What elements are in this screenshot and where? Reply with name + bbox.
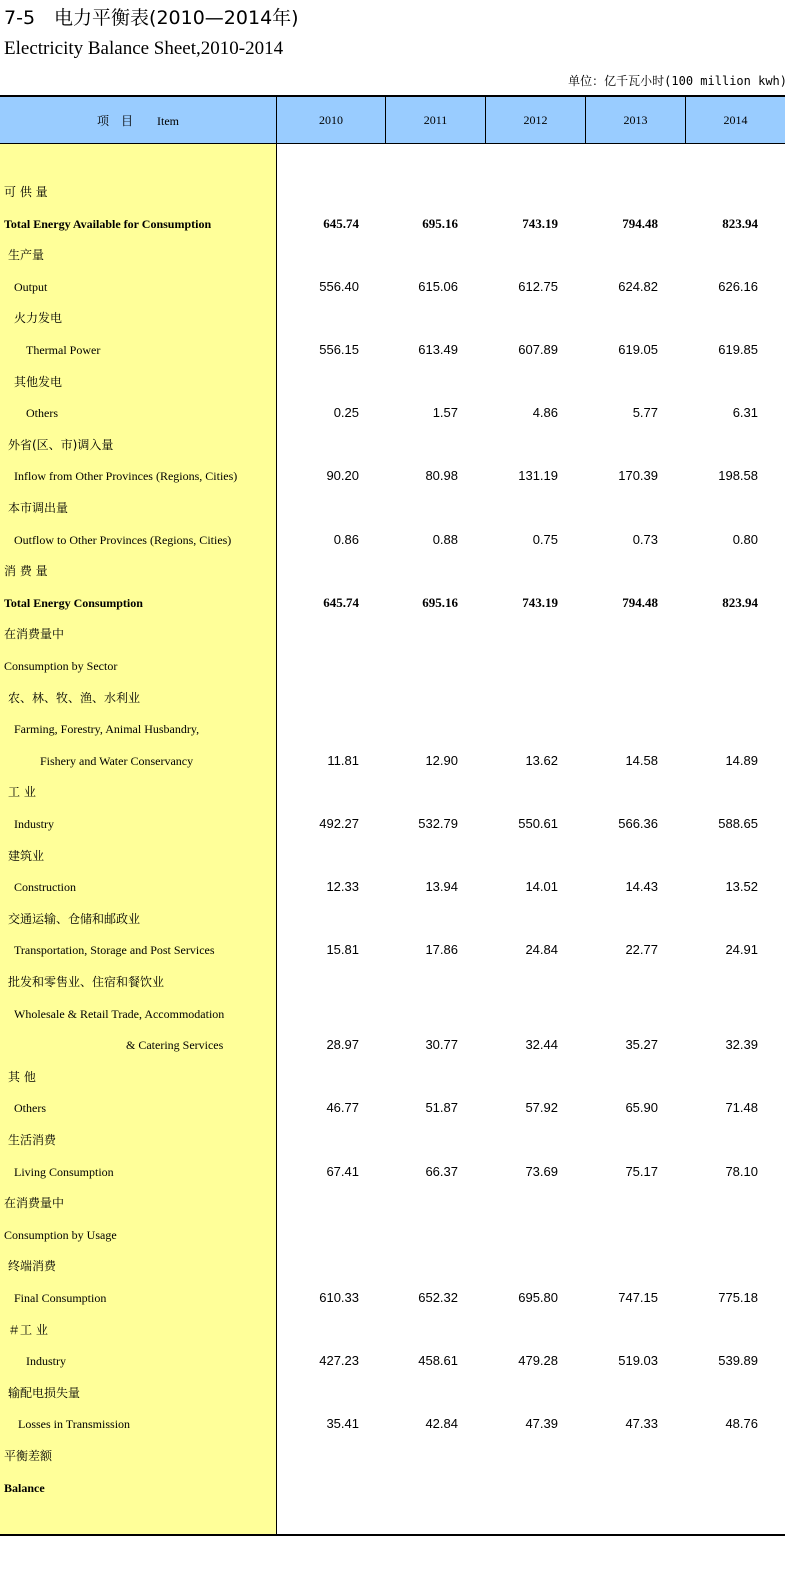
- cell-value-2013: 14.43: [625, 879, 658, 895]
- row-label: Thermal Power: [26, 343, 101, 357]
- cell-value-2012: 743.19: [522, 594, 558, 610]
- table-row: [0, 1446, 785, 1466]
- cell-value-2013: 619.05: [618, 342, 658, 357]
- cell-value-2013: 747.15: [618, 1290, 658, 1305]
- table-row: [0, 182, 785, 202]
- cell-value-2010: 67.41: [326, 1163, 359, 1179]
- table-header: [0, 95, 785, 144]
- row-label: & Catering Services: [126, 1038, 224, 1053]
- row-label: 其他发电: [14, 374, 63, 389]
- cell-value-2011: 30.77: [425, 1037, 458, 1053]
- cell-value-2014: 32.39: [725, 1037, 758, 1053]
- row-label: Consumption by Usage: [4, 1227, 117, 1242]
- cell-value-2010: 645.74: [323, 215, 359, 231]
- cell-value-2012: 32.44: [525, 1037, 558, 1053]
- table-row: [0, 940, 785, 960]
- cell-value-2010: 427.23: [319, 1353, 359, 1369]
- row-label: 其 他: [8, 1069, 36, 1084]
- header-year-2010: 2010: [276, 97, 385, 143]
- table-row: [0, 1414, 785, 1434]
- cell-value-2012: 131.19: [518, 468, 558, 484]
- cell-value-2010: 645.74: [323, 594, 359, 610]
- cell-value-2014: 823.94: [722, 594, 758, 610]
- row-label: Living Consumption: [14, 1164, 114, 1179]
- cell-value-2014: 24.91: [725, 942, 758, 958]
- row-label: 交通运输、仓储和邮政业: [8, 911, 141, 926]
- cell-value-2011: 13.94: [425, 879, 458, 895]
- header-year-2013: 2013: [585, 97, 685, 143]
- cell-value-2011: 615.06: [418, 278, 458, 294]
- cell-value-2011: 613.49: [418, 342, 458, 357]
- table-row: [0, 1288, 785, 1308]
- page-title-english: Electricity Balance Sheet,2010-2014: [4, 38, 284, 59]
- cell-value-2012: 14.01: [525, 879, 558, 895]
- row-label: 生产量: [8, 248, 45, 263]
- row-label: Farming, Forestry, Animal Husbandry,: [14, 722, 200, 737]
- row-label: 建筑业: [8, 848, 45, 863]
- table-row: [0, 624, 785, 644]
- cell-value-2012: 57.92: [525, 1100, 558, 1116]
- row-label: Balance: [4, 1480, 45, 1495]
- table-row: [0, 245, 785, 265]
- row-label: Industry: [26, 1354, 66, 1369]
- cell-value-2014: 13.52: [725, 879, 758, 895]
- cell-value-2013: 794.48: [622, 594, 658, 610]
- cell-value-2014: 198.58: [718, 468, 758, 484]
- table-row: [0, 1383, 785, 1403]
- cell-value-2014: 0.80: [732, 531, 758, 547]
- cell-value-2012: 73.69: [525, 1163, 558, 1179]
- row-label: Transportation, Storage and Post Services: [14, 943, 215, 958]
- cell-value-2011: 80.98: [425, 468, 458, 484]
- table-row: [0, 814, 785, 834]
- cell-value-2013: 35.27: [625, 1037, 658, 1053]
- table-row: [0, 214, 785, 234]
- cell-value-2011: 458.61: [418, 1353, 458, 1369]
- table-row: [0, 435, 785, 455]
- table-row: [0, 972, 785, 992]
- row-label: 消 费 量: [4, 564, 48, 579]
- table-bottom-rule: [0, 1534, 785, 1536]
- cell-value-2013: 47.33: [625, 1416, 658, 1432]
- table-row: [0, 1035, 785, 1055]
- table-row: [0, 719, 785, 739]
- table-row: [0, 1193, 785, 1213]
- cell-value-2011: 652.32: [418, 1290, 458, 1305]
- cell-value-2011: 42.84: [425, 1416, 458, 1432]
- row-label: Inflow from Other Provinces (Regions, Cities): [14, 469, 238, 484]
- table-row: [0, 530, 785, 550]
- cell-value-2013: 519.03: [618, 1353, 658, 1369]
- table-row: [0, 782, 785, 802]
- row-label: Losses in Transmission: [18, 1417, 131, 1432]
- row-label: Output: [14, 279, 48, 294]
- table-row: [0, 340, 785, 360]
- table-row: [0, 1320, 785, 1340]
- cell-value-2013: 794.48: [622, 215, 658, 231]
- cell-value-2010: 610.33: [319, 1290, 359, 1305]
- cell-value-2011: 17.86: [425, 942, 458, 958]
- cell-value-2012: 0.75: [532, 531, 558, 547]
- cell-value-2010: 12.33: [326, 879, 359, 895]
- cell-value-2011: 1.57: [432, 405, 458, 421]
- cell-value-2013: 65.90: [625, 1100, 658, 1116]
- table-row: [0, 1004, 785, 1024]
- cell-value-2011: 51.87: [425, 1100, 458, 1116]
- row-label: Total Energy Consumption: [4, 595, 143, 610]
- cell-value-2011: 695.16: [422, 215, 458, 231]
- cell-value-2014: 71.48: [725, 1100, 758, 1116]
- cell-value-2012: 13.62: [525, 752, 558, 768]
- cell-value-2013: 14.58: [625, 752, 658, 768]
- cell-value-2012: 24.84: [525, 942, 558, 958]
- cell-value-2010: 0.25: [333, 405, 359, 421]
- table-row: [0, 1067, 785, 1087]
- cell-value-2012: 550.61: [518, 816, 558, 831]
- cell-value-2014: 775.18: [718, 1290, 758, 1305]
- page-title-chinese: 7-5 电力平衡表(2010—2014年): [4, 7, 299, 29]
- cell-value-2012: 607.89: [518, 342, 558, 357]
- cell-value-2010: 35.41: [326, 1416, 359, 1432]
- table-row: [0, 1478, 785, 1498]
- row-label: 农、林、牧、渔、水利业: [8, 690, 141, 705]
- cell-value-2014: 588.65: [718, 816, 758, 831]
- cell-value-2010: 46.77: [326, 1100, 359, 1116]
- cell-value-2013: 0.73: [632, 531, 658, 547]
- row-label: 在消费量中: [4, 1196, 65, 1211]
- cell-value-2014: 619.85: [718, 342, 758, 357]
- table-row: [0, 877, 785, 897]
- row-label: 工 业: [8, 785, 36, 800]
- cell-value-2011: 532.79: [418, 816, 458, 831]
- table-row: [0, 403, 785, 423]
- table-row: [0, 688, 785, 708]
- row-label: Final Consumption: [14, 1291, 107, 1305]
- cell-value-2012: 695.80: [518, 1290, 558, 1305]
- table-row: [0, 1130, 785, 1150]
- header-item: 项 目 Item: [97, 113, 179, 128]
- row-label: Others: [14, 1101, 46, 1116]
- row-label: 平衡差额: [4, 1449, 53, 1463]
- table-row: [0, 1162, 785, 1182]
- header-year-2014: 2014: [685, 97, 785, 143]
- row-label: 可 供 量: [4, 185, 48, 199]
- cell-value-2010: 492.27: [319, 816, 359, 831]
- cell-value-2012: 743.19: [522, 215, 558, 231]
- cell-value-2010: 28.97: [326, 1037, 359, 1053]
- cell-value-2014: 626.16: [718, 278, 758, 294]
- row-label: Wholesale & Retail Trade, Accommodation: [14, 1006, 225, 1021]
- table-row: [0, 277, 785, 297]
- row-label: ＃工 业: [8, 1322, 48, 1337]
- cell-value-2013: 75.17: [625, 1163, 658, 1179]
- row-label: 外省(区、市)调入量: [8, 437, 114, 452]
- row-label: 终端消费: [8, 1259, 57, 1274]
- cell-value-2014: 539.89: [718, 1353, 758, 1369]
- cell-value-2013: 22.77: [625, 942, 658, 958]
- cell-value-2011: 695.16: [422, 594, 458, 610]
- row-label: 本市调出量: [8, 501, 69, 515]
- table-row: [0, 1256, 785, 1276]
- table-row: [0, 561, 785, 581]
- cell-value-2014: 6.31: [732, 405, 758, 421]
- cell-value-2012: 47.39: [525, 1416, 558, 1432]
- row-label: Others: [26, 406, 58, 421]
- cell-value-2011: 12.90: [425, 752, 458, 768]
- cell-value-2013: 5.77: [632, 405, 658, 421]
- cell-value-2010: 0.86: [333, 531, 359, 547]
- table-row: [0, 656, 785, 676]
- row-label: 火力发电: [14, 311, 63, 326]
- table-row: [0, 593, 785, 613]
- cell-value-2012: 479.28: [518, 1353, 558, 1369]
- row-label: Consumption by Sector: [4, 659, 118, 673]
- row-label: 生活消费: [8, 1133, 57, 1147]
- cell-value-2010: 556.15: [319, 342, 359, 357]
- cell-value-2010: 556.40: [319, 278, 359, 294]
- table-row: [0, 372, 785, 392]
- table-row: [0, 308, 785, 328]
- table-row: [0, 466, 785, 486]
- cell-value-2014: 48.76: [725, 1416, 758, 1432]
- table-row: [0, 498, 785, 518]
- cell-value-2010: 11.81: [327, 752, 359, 768]
- table-row: [0, 846, 785, 866]
- table-row: [0, 1351, 785, 1371]
- row-label: Construction: [14, 880, 76, 895]
- cell-value-2012: 4.86: [532, 405, 558, 421]
- row-label: Industry: [14, 817, 54, 831]
- row-label: Fishery and Water Conservancy: [40, 753, 194, 768]
- table-row: [0, 909, 785, 929]
- cell-value-2014: 78.10: [725, 1163, 758, 1179]
- row-label: 在消费量中: [4, 627, 65, 642]
- cell-value-2011: 0.88: [432, 531, 458, 547]
- cell-value-2014: 823.94: [722, 215, 758, 231]
- cell-value-2010: 90.20: [326, 468, 359, 484]
- unit-label: 单位：亿千瓦小时(100 million kwh): [568, 74, 787, 88]
- cell-value-2012: 612.75: [518, 278, 558, 294]
- row-label: 输配电损失量: [8, 1385, 81, 1400]
- row-label: Total Energy Available for Consumption: [4, 216, 212, 231]
- cell-value-2013: 170.39: [618, 468, 658, 484]
- cell-value-2011: 66.37: [425, 1163, 458, 1179]
- row-label: Outflow to Other Provinces (Regions, Cities): [14, 532, 232, 547]
- cell-value-2013: 624.82: [618, 278, 658, 294]
- table-row: [0, 1225, 785, 1245]
- header-year-2011: 2011: [385, 97, 485, 143]
- header-year-2012: 2012: [485, 97, 585, 143]
- cell-value-2014: 14.89: [725, 752, 758, 768]
- cell-value-2013: 566.36: [618, 816, 658, 831]
- cell-value-2010: 15.81: [326, 942, 359, 958]
- table-row: [0, 751, 785, 771]
- row-label: 批发和零售业、住宿和餐饮业: [8, 975, 165, 989]
- table-row: [0, 1098, 785, 1118]
